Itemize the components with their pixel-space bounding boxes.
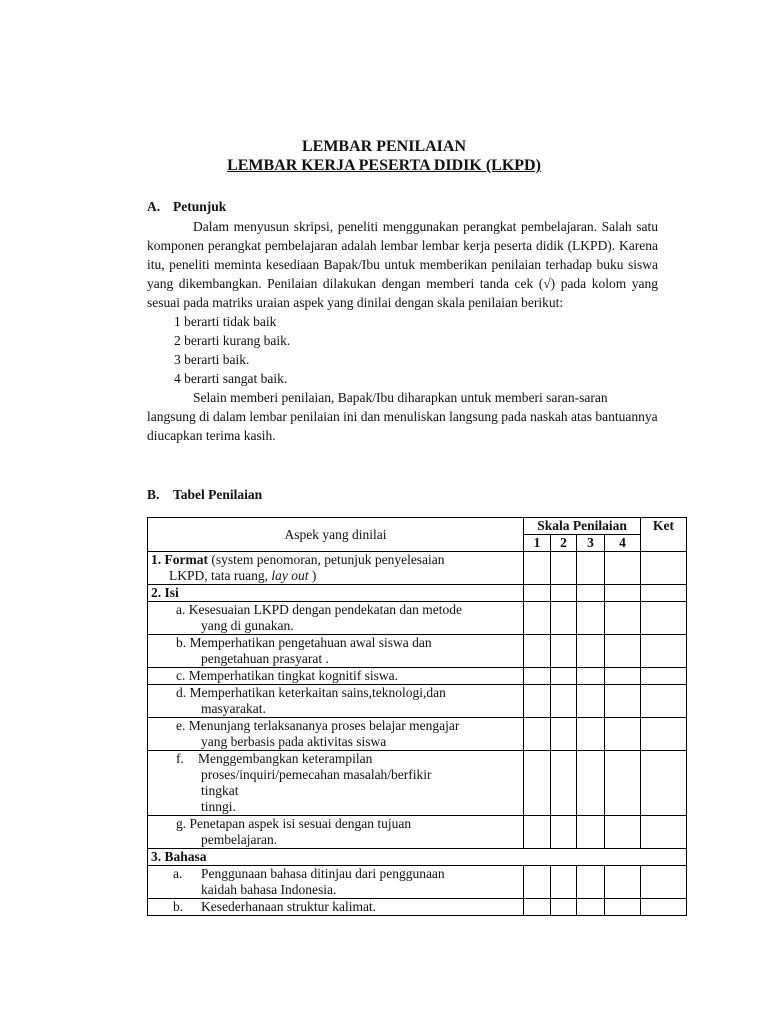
score-cell-3[interactable] <box>577 866 605 899</box>
table-row <box>148 585 687 602</box>
aspect-bahasa-b <box>148 899 524 916</box>
item-label: g. <box>176 816 187 831</box>
scale-col-4: 4 <box>605 535 641 552</box>
item-line-1: Penggunaan bahasa ditinjau dari penggunaan <box>201 866 445 881</box>
item-line-2: kaidah bahasa Indonesia. <box>201 882 337 897</box>
score-cell-4[interactable] <box>605 899 641 916</box>
item-label: d. <box>176 685 187 700</box>
table-header-row <box>148 518 687 535</box>
aspect-isi-f <box>148 751 524 816</box>
ket-cell[interactable] <box>641 685 687 718</box>
aspect-format <box>148 552 524 585</box>
aspect-isi-d <box>148 685 524 718</box>
ket-cell[interactable] <box>641 602 687 635</box>
section-a-number: A. <box>147 199 161 214</box>
score-cell-4[interactable] <box>605 718 641 751</box>
format-label: 1. Format <box>151 552 208 567</box>
score-cell-2[interactable] <box>551 816 577 849</box>
item-label: a. <box>173 866 183 881</box>
section-b-number: B. <box>147 487 160 502</box>
item-label: e. <box>176 718 186 733</box>
table-row <box>148 685 687 718</box>
item-line-1: Kesederhanaan struktur kalimat. <box>201 899 377 914</box>
score-cell-4[interactable] <box>605 635 641 668</box>
aspect-isi-c <box>148 668 524 685</box>
score-cell-2[interactable] <box>551 602 577 635</box>
item-line-1: Memperhatikan keterkaitan sains,teknologi,dan <box>189 685 446 700</box>
score-cell-1[interactable] <box>524 602 551 635</box>
score-cell-3[interactable] <box>577 718 605 751</box>
score-cell-3[interactable] <box>577 751 605 816</box>
score-cell-3[interactable] <box>577 602 605 635</box>
item-line-1: Menunjang terlaksananya proses belajar mengajar <box>188 718 460 733</box>
item-label: c. <box>176 668 186 683</box>
item-line-2: pengetahuan prasyarat . <box>201 651 329 666</box>
section-b-heading <box>147 486 262 503</box>
score-cell-3[interactable] <box>577 635 605 668</box>
score-cell-3[interactable] <box>577 899 605 916</box>
score-cell-4[interactable] <box>605 866 641 899</box>
document-subtitle: LEMBAR KERJA PESERTA DIDIK (LKPD) <box>227 157 541 174</box>
header-aspek: Aspek yang dinilai <box>148 518 524 552</box>
score-cell-1[interactable] <box>524 899 551 916</box>
format-text-1: (system penomoran, petunjuk penyelesaian <box>211 552 445 567</box>
section-isi: 2. Isi <box>148 585 524 602</box>
table-row <box>148 718 687 751</box>
section-bahasa: 3. Bahasa <box>148 849 687 866</box>
ket-cell[interactable] <box>641 585 687 602</box>
score-cell-1[interactable] <box>524 552 551 585</box>
ket-cell[interactable] <box>641 751 687 816</box>
scale-item-2: 2 berarti kurang baik. <box>174 333 291 348</box>
item-label: b. <box>173 899 184 914</box>
score-cell-1[interactable] <box>524 585 551 602</box>
score-cell-4[interactable] <box>605 668 641 685</box>
item-line-3: tingkat <box>201 783 239 798</box>
closing-paragraph: Selain memberi penilaian, Bapak/Ibu diharapkan untuk memberi saran-saran langsung di dalam lembar penilaian ini dan menuliskan langsung pada naskah atas bantuannya diucapkan terima kasih. <box>147 390 658 443</box>
score-cell-3[interactable] <box>577 585 605 602</box>
document-title: LEMBAR PENILAIAN <box>301 138 466 155</box>
item-line-1: Kesesuaian LKPD dengan pendekatan dan metode <box>188 602 463 617</box>
score-cell-4[interactable] <box>605 585 641 602</box>
score-cell-1[interactable] <box>524 635 551 668</box>
score-cell-4[interactable] <box>605 816 641 849</box>
score-cell-4[interactable] <box>605 751 641 816</box>
aspect-isi-e <box>148 718 524 751</box>
score-cell-3[interactable] <box>577 685 605 718</box>
score-cell-2[interactable] <box>551 685 577 718</box>
item-line-1: Memperhatikan tingkat kognitif siswa. <box>188 668 398 683</box>
ket-cell[interactable] <box>641 816 687 849</box>
item-line-1: Memperhatikan pengetahuan awal siswa dan <box>189 635 432 650</box>
table-row <box>148 635 687 668</box>
item-line-2: pembelajaran. <box>201 832 278 847</box>
score-cell-4[interactable] <box>605 685 641 718</box>
ket-cell[interactable] <box>641 635 687 668</box>
table-row <box>148 866 687 899</box>
aspect-bahasa-a <box>148 866 524 899</box>
format-text-2: LKPD, tata ruang, <box>169 568 268 583</box>
scale-item-3: 3 berarti baik. <box>174 352 250 367</box>
score-cell-2[interactable] <box>551 668 577 685</box>
score-cell-1[interactable] <box>524 668 551 685</box>
ket-cell[interactable] <box>641 866 687 899</box>
score-cell-1[interactable] <box>524 866 551 899</box>
score-cell-2[interactable] <box>551 552 577 585</box>
score-cell-2[interactable] <box>551 718 577 751</box>
instructions-paragraph: Dalam menyusun skripsi, peneliti menggunakan perangkat pembelajaran. Salah satu komponen perangkat pembelajaran adalah lembar lembar kerja peserta didik (LKPD). Karena itu, peneliti meminta kesediaan Bapak/Ibu untuk memberikan penilaian terhadap buku siswa yang dikembangkan. Penilaian dilakukan dengan memberi tanda cek (√) pada kolom yang sesuai pada matriks uraian aspek yang dinilai dengan skala penilaian berikut: <box>147 219 658 310</box>
item-line-2: proses/inquiri/pemecahan masalah/berfikir <box>201 767 432 782</box>
table-row <box>148 602 687 635</box>
scale-col-1: 1 <box>524 535 551 552</box>
section-a-title: Petunjuk <box>173 199 227 214</box>
item-line-2: yang di gunakan. <box>201 618 294 633</box>
score-cell-3[interactable] <box>577 552 605 585</box>
table-row <box>148 668 687 685</box>
ket-cell[interactable] <box>641 552 687 585</box>
score-cell-1[interactable] <box>524 816 551 849</box>
aspect-isi-b <box>148 635 524 668</box>
section-b-title: Tabel Penilaian <box>173 487 263 502</box>
scale-item-1: 1 berarti tidak baik <box>174 314 277 329</box>
table-row <box>148 849 687 866</box>
item-line-4: tinngi. <box>201 799 236 814</box>
item-label: b. <box>176 635 187 650</box>
assessment-table <box>147 517 687 916</box>
score-cell-4[interactable] <box>605 552 641 585</box>
score-cell-1[interactable] <box>524 685 551 718</box>
item-label: a. <box>176 602 186 617</box>
scale-col-2: 2 <box>551 535 577 552</box>
item-line-1: Menggembangkan keterampilan <box>198 751 373 766</box>
ket-cell[interactable] <box>641 718 687 751</box>
aspect-isi-a <box>148 602 524 635</box>
table-row <box>148 552 687 585</box>
header-skala: Skala Penilaian <box>524 518 641 535</box>
score-cell-2[interactable] <box>551 866 577 899</box>
score-cell-4[interactable] <box>605 602 641 635</box>
score-cell-2[interactable] <box>551 585 577 602</box>
item-label: f. <box>176 751 184 766</box>
ket-cell[interactable] <box>641 668 687 685</box>
table-row <box>148 816 687 849</box>
score-cell-2[interactable] <box>551 751 577 816</box>
instructions-body <box>147 217 658 445</box>
item-line-1: Penetapan aspek isi sesuai dengan tujuan <box>189 816 412 831</box>
aspect-isi-g <box>148 816 524 849</box>
format-text-3: ) <box>311 568 317 583</box>
item-line-2: masyarakat. <box>201 701 266 716</box>
score-cell-1[interactable] <box>524 718 551 751</box>
ket-cell[interactable] <box>641 899 687 916</box>
section-a-heading <box>147 198 226 215</box>
table-row <box>148 751 687 816</box>
format-italic: lay out <box>271 568 309 583</box>
header-ket: Ket <box>641 518 687 552</box>
score-cell-3[interactable] <box>577 668 605 685</box>
score-cell-1[interactable] <box>524 751 551 816</box>
table-row <box>148 899 687 916</box>
format-text-cont <box>151 568 520 584</box>
score-cell-2[interactable] <box>551 899 577 916</box>
score-cell-3[interactable] <box>577 816 605 849</box>
item-line-2: yang berbasis pada aktivitas siswa <box>201 734 387 749</box>
scale-col-3: 3 <box>577 535 605 552</box>
score-cell-2[interactable] <box>551 635 577 668</box>
scale-item-4: 4 berarti sangat baik. <box>174 371 288 386</box>
